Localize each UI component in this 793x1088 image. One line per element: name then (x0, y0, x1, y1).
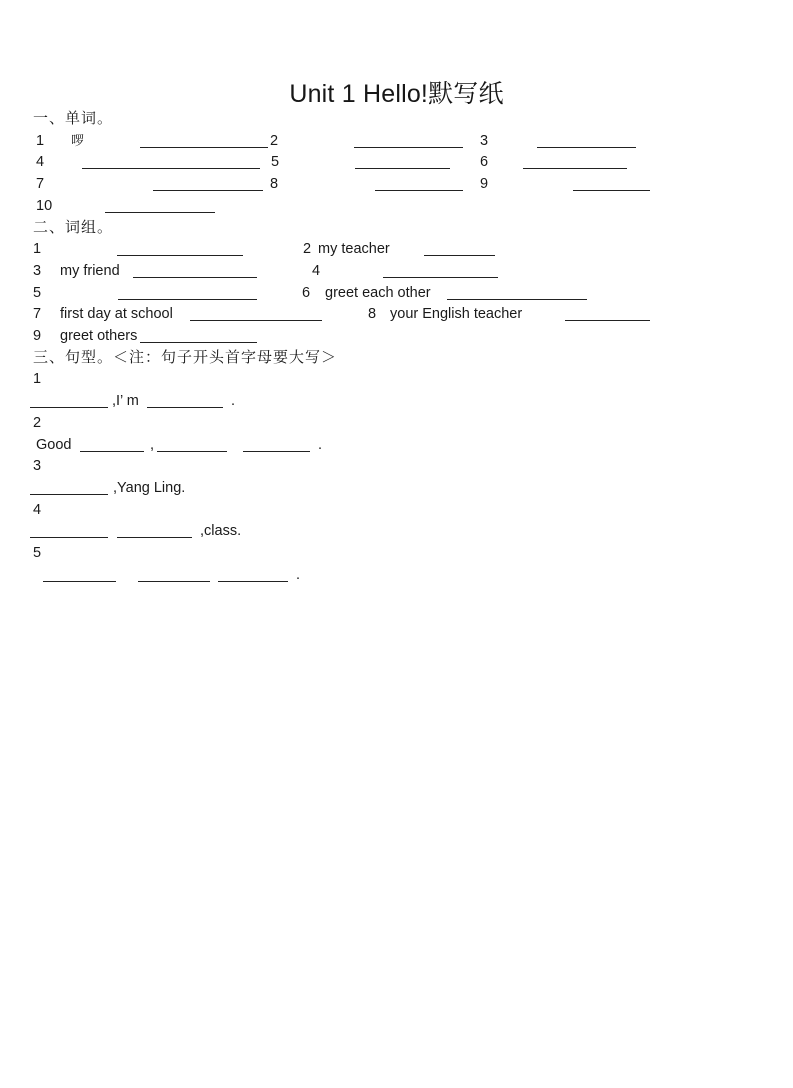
answer-blank-phrase-9 (140, 325, 257, 343)
words-row-3 (0, 173, 793, 195)
answer-blank-phrase-4 (383, 260, 498, 278)
answer-blank-word-1 (140, 130, 268, 148)
phrase-2-text: my teacher (318, 241, 390, 258)
phrase-num-6: 6 (302, 284, 311, 301)
phrases-row-4 (0, 303, 793, 325)
sentence-num-3: 3 (33, 458, 42, 475)
sentence-num-1-row (0, 368, 793, 390)
section-words-header-row (0, 108, 793, 130)
answer-blank-sentence-4b (117, 520, 192, 538)
answer-blank-word-6 (523, 151, 627, 169)
sentence-num-5-row (0, 542, 793, 564)
phrase-num-2: 2 (303, 241, 312, 258)
answer-blank-sentence-1a (30, 390, 108, 408)
phrase-3-text: my friend (60, 262, 120, 279)
answer-blank-word-7 (153, 173, 263, 191)
word-num-4: 4 (36, 154, 45, 171)
answer-blank-word-9 (573, 173, 650, 191)
section-words-header: 一、单词。 (33, 111, 114, 127)
word-num-9: 9 (480, 176, 489, 193)
sentence-num-3-row (0, 455, 793, 477)
words-row-4 (0, 195, 793, 217)
phrase-num-3: 3 (33, 262, 42, 279)
answer-blank-phrase-2 (424, 238, 495, 256)
phrase-num-9: 9 (33, 328, 42, 344)
answer-blank-word-3 (537, 130, 636, 148)
sentence-2-row (0, 434, 793, 456)
answer-blank-word-5 (355, 151, 450, 169)
sentence-1-mid-text: ,I’ m (112, 393, 139, 410)
answer-blank-sentence-3 (30, 477, 108, 495)
answer-blank-sentence-5b (138, 564, 210, 582)
sentence-5-row (0, 564, 793, 586)
page-title: Unit 1 Hello!默写纸 (289, 80, 504, 108)
sentence-3-row (0, 477, 793, 499)
section-sentences-header: 三、句型。＜注：句子开头首字母要大写＞ (33, 349, 338, 366)
word-num-7: 7 (36, 176, 45, 193)
phrases-row-1 (0, 238, 793, 260)
answer-blank-phrase-5 (118, 282, 257, 300)
phrases-row-2 (0, 260, 793, 282)
sentence-num-2-row (0, 412, 793, 434)
answer-blank-phrase-6 (447, 282, 587, 300)
word-num-6: 6 (480, 154, 489, 171)
words-row-2 (0, 151, 793, 173)
phrase-num-7: 7 (33, 306, 42, 323)
sentence-2-word: Good (36, 436, 72, 453)
sentence-1-period: . (231, 393, 236, 410)
answer-blank-sentence-5a (43, 564, 116, 582)
sentence-num-5: 5 (33, 545, 42, 561)
sentence-4-tail-text: ,class. (200, 523, 242, 540)
sentence-4-row (0, 520, 793, 542)
answer-blank-sentence-2b (157, 434, 227, 452)
phrase-6-text: greet each other (325, 284, 431, 301)
word-1-hint: 啰 (71, 132, 86, 148)
answer-blank-phrase-7 (190, 303, 322, 321)
phrase-num-1: 1 (33, 241, 42, 258)
answer-blank-word-10 (105, 195, 215, 213)
phrase-num-4: 4 (312, 262, 321, 279)
answer-blank-sentence-5c (218, 564, 288, 582)
word-num-1: 1 (36, 132, 45, 149)
word-num-5: 5 (271, 154, 280, 171)
answer-blank-sentence-1b (147, 390, 223, 408)
answer-blank-sentence-2a (80, 434, 144, 452)
sentence-num-4-row (0, 499, 793, 521)
answer-blank-word-8 (375, 173, 463, 191)
phrase-7-text: first day at school (60, 306, 173, 323)
phrase-num-8: 8 (368, 306, 377, 323)
answer-blank-phrase-8 (565, 303, 650, 321)
phrase-8-text: your English teacher (390, 306, 523, 323)
answer-blank-word-2 (354, 130, 463, 148)
answer-blank-phrase-3 (133, 260, 257, 278)
words-row-1 (0, 130, 793, 152)
word-num-10: 10 (36, 197, 53, 214)
word-num-2: 2 (270, 132, 279, 149)
sentence-num-2: 2 (33, 414, 42, 431)
section-phrases-header-row (0, 217, 793, 239)
sentence-num-4: 4 (33, 501, 42, 518)
sentence-2-comma: , (150, 436, 155, 453)
word-num-3: 3 (480, 132, 489, 149)
answer-blank-phrase-1 (117, 238, 243, 256)
sentence-2-period: . (318, 436, 323, 453)
phrase-9-text: greet others (60, 328, 138, 344)
phrase-num-5: 5 (33, 284, 42, 301)
sentence-1-row (0, 390, 793, 412)
section-phrases-header: 二、词组。 (33, 219, 114, 236)
word-num-8: 8 (270, 176, 279, 193)
sentence-3-tail-text: ,Yang Ling. (113, 479, 186, 496)
section-sentences-header-row (0, 347, 793, 369)
answer-blank-word-4 (82, 151, 260, 169)
answer-blank-sentence-2c (243, 434, 310, 452)
phrases-row-5 (0, 325, 793, 347)
phrases-row-3 (0, 282, 793, 304)
sentence-num-1: 1 (33, 371, 42, 388)
answer-blank-sentence-4a (30, 520, 108, 538)
sentence-5-period: . (296, 566, 301, 583)
